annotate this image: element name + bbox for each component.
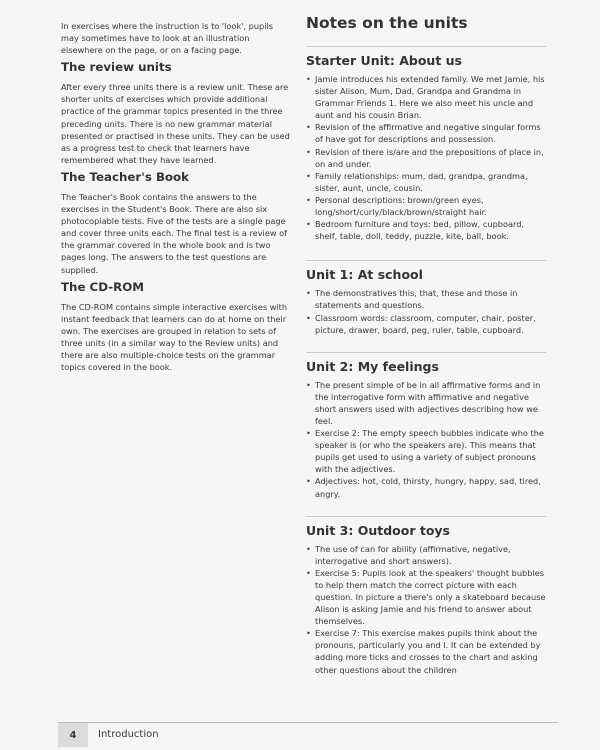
list-item: • Personal descriptions: brown/green eyes, long/short/curly/black/brown/straight hair. <box>306 194 546 218</box>
unit3-list <box>306 543 546 676</box>
unit1-title: Unit 1: At school <box>306 267 423 283</box>
cdrom-paragraph: The CD-ROM contains simple interactive exercises with instant feedback that learners can do at home on their own. The exercises are grouped in relation to sets of three units (in a similar way to the Review units) and there are also multiple-choice tests on the grammar topics covered in the book. <box>61 301 288 373</box>
review-units-heading: The review units <box>61 60 172 75</box>
divider <box>306 46 546 47</box>
list-item: • Exercise 5: Pupils look at the speakers' thought bubbles to help them match the correct picture with each question. In picture a there's only a skateboard because Alison is asking Jamie and his friend to answer about themselves. <box>306 567 546 627</box>
unit3-title: Unit 3: Outdoor toys <box>306 522 451 538</box>
list-item: • The present simple of be in all affirmative forms and in the interrogative form with affirmative and negative short answers used with adjectives describing how we feel. <box>306 379 546 427</box>
page-number: 4 <box>58 723 88 747</box>
list-item: • Classroom words: classroom, computer, chair, poster, picture, drawer, board, peg, ruler, table, cupboard. <box>306 312 546 336</box>
divider <box>306 516 546 517</box>
list-item: • Revision of there is/are and the prepositions of place in, on and under. <box>306 146 546 170</box>
review-units-paragraph: After every three units there is a review unit. These are shorter units of exercises which provide additional practice of the grammar topics presented in the three preceding units. There is no new grammar material presented or practised in these units. They can be used as a progress test to check that learners have remembered what they have learned. <box>61 82 290 165</box>
divider <box>306 260 546 261</box>
list-item: • Jamie introduces his extended family. We met Jamie, his sister Alison, Mum, Dad, Grandpa and Grandma in Grammar Friends 1. Here we also meet his uncle and aunt and his cousin Brian. <box>306 73 546 121</box>
page-footer <box>58 722 558 747</box>
list-item: • Adjectives: hot, cold, thirsty, hungry, happy, sad, tired, angry. <box>306 475 546 499</box>
starter-unit-list <box>306 73 546 242</box>
list-item: • Exercise 7: This exercise makes pupils think about the pronouns, particularly you and I. It can be extended by adding more ticks and crosses to the chart and asking other questions about the children <box>306 627 546 675</box>
unit1-list <box>306 287 546 335</box>
teachers-book-heading: The Teacher's Book <box>61 169 189 184</box>
list-item: • The demonstratives this, that, these and those in statements and questions. <box>306 287 546 311</box>
list-item: • The use of can for ability (affirmative, negative, interrogative and short answers). <box>306 543 546 567</box>
list-item: • Revision of the affirmative and negative singular forms of have got for descriptions and possession. <box>306 121 546 145</box>
list-item: • Exercise 2: The empty speech bubbles indicate who the speaker is (or who the speakers are). This means that pupils get used to using a variety of subject pronouns with the adjectives. <box>306 427 546 475</box>
divider <box>306 352 546 353</box>
right-column <box>306 14 546 676</box>
left-column <box>61 20 293 377</box>
starter-unit-title: Starter Unit: About us <box>306 53 462 68</box>
teachers-book-paragraph: The Teacher's Book contains the answers to the exercises in the Student's Book. There are also six photocopiable tests. Five of the tests are a single page and cover three units each. The final test is a review of the grammar covered in the whole book and is two pages long. The answers to the test questions are supplied. <box>61 191 288 275</box>
notes-heading: Notes on the units <box>306 14 468 32</box>
intro-paragraph: In exercises where the instruction is to 'look', pupils may sometimes have to look at an illustration elsewhere on the page, or on a facing page. <box>61 21 274 56</box>
list-item: • Family relationships: mum, dad, grandpa, grandma, sister, aunt, uncle, cousin. <box>306 170 546 194</box>
footer-section-title: Introduction <box>98 729 159 740</box>
list-item: • Bedroom furniture and toys: bed, pillow, cupboard, shelf, table, doll, teddy, puzzle, kite, ball, book. <box>306 218 546 242</box>
unit2-list <box>306 379 546 500</box>
cdrom-heading: The CD-ROM <box>61 279 144 294</box>
unit2-title: Unit 2: My feelings <box>306 358 439 374</box>
